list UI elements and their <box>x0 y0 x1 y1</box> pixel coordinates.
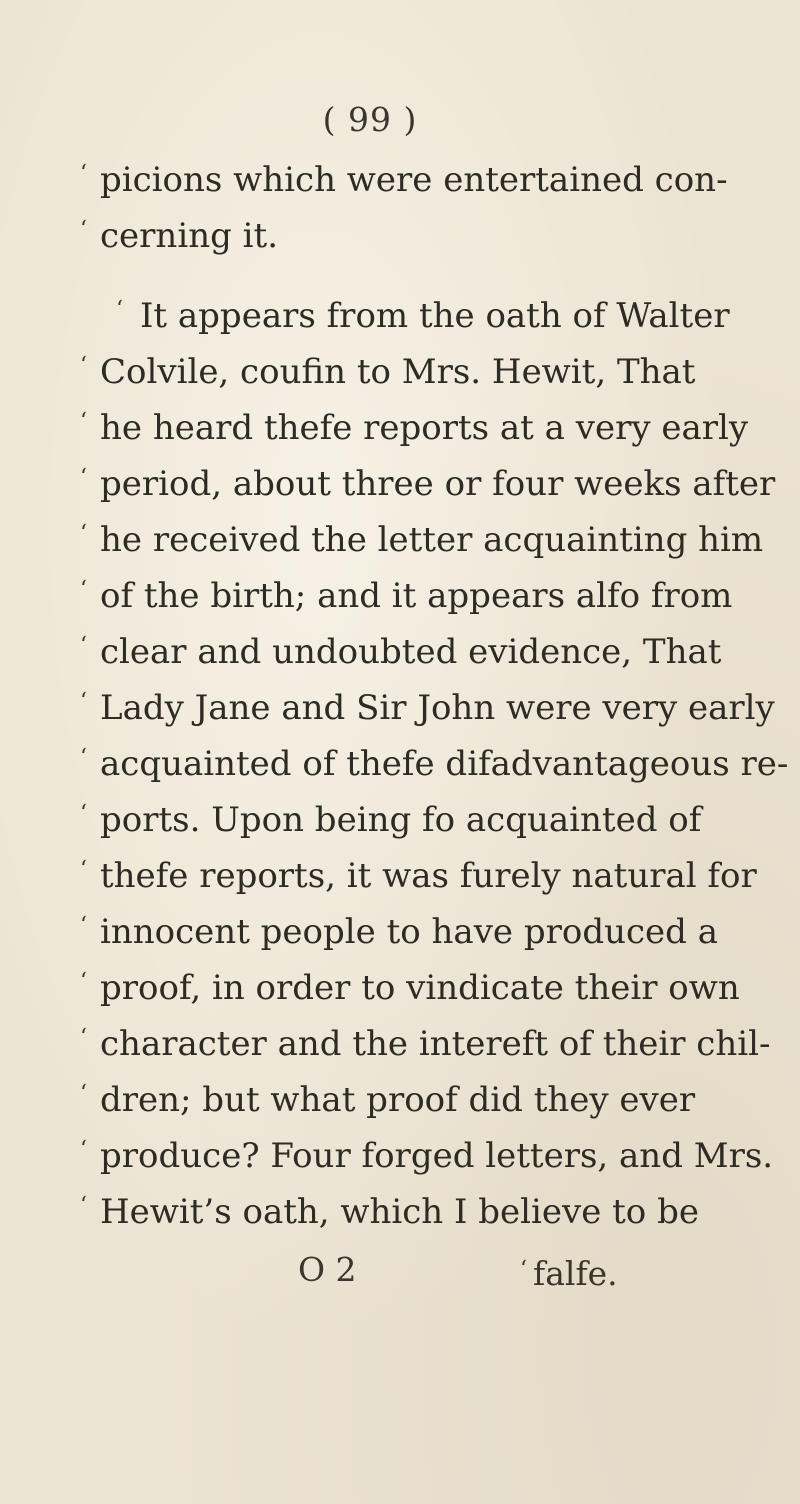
text-line <box>0 902 800 962</box>
quote-mark: ‘ <box>80 1137 87 1162</box>
line-text: character and the intereft of their chil- <box>100 1024 771 1064</box>
quote-mark: ‘ <box>80 353 87 378</box>
page-number: ( 99 ) <box>322 100 418 139</box>
quote-mark: ‘ <box>80 1081 87 1106</box>
catchword-text: falfe. <box>533 1254 618 1293</box>
line-text: proof, in order to vindicate their own <box>100 968 740 1008</box>
line-text: Colvile, coufin to Mrs. Hewit, That <box>100 352 696 392</box>
line-text: picions which were entertained con- <box>100 160 728 200</box>
text-line <box>0 1070 800 1130</box>
line-text: Hewit’s oath, which I believe to be <box>100 1192 699 1232</box>
quote-mark: ‘ <box>80 745 87 770</box>
text-line <box>0 846 800 906</box>
line-text: he received the letter acquainting him <box>100 520 764 560</box>
line-text: of the birth; and it appears alfo from <box>100 576 733 616</box>
text-line <box>0 1126 800 1186</box>
quote-mark: ‘ <box>116 297 123 322</box>
text-line <box>0 398 800 458</box>
line-text: acquainted of thefe difadvantageous re- <box>100 744 789 784</box>
text-line <box>0 206 800 266</box>
quote-mark: ‘ <box>80 633 87 658</box>
text-line <box>0 286 800 346</box>
quote-mark: ‘ <box>520 1257 527 1282</box>
text-line <box>0 958 800 1018</box>
quote-mark: ‘ <box>80 161 87 186</box>
line-text: thefe reports, it was furely natural for <box>100 856 757 896</box>
line-text: Lady Jane and Sir John were very early <box>100 688 775 728</box>
text-line <box>0 150 800 210</box>
text-line <box>0 510 800 570</box>
quote-mark: ‘ <box>80 577 87 602</box>
text-line <box>0 622 800 682</box>
line-text: cerning it. <box>100 216 279 256</box>
line-text: he heard thefe reports at a very early <box>100 408 749 448</box>
text-line <box>0 1182 800 1242</box>
text-line <box>0 790 800 850</box>
text-line <box>0 342 800 402</box>
text-line <box>0 454 800 514</box>
catchword <box>520 1240 618 1304</box>
quote-mark: ‘ <box>80 521 87 546</box>
text-line <box>0 734 800 794</box>
line-text: dren; but what proof did they ever <box>100 1080 696 1120</box>
quote-mark: ‘ <box>80 801 87 826</box>
quote-mark: ‘ <box>80 689 87 714</box>
quote-mark: ‘ <box>80 969 87 994</box>
line-text: It appears from the oath of Walter <box>140 296 730 336</box>
quote-mark: ‘ <box>80 857 87 882</box>
line-text: ports. Upon being fo acquainted of <box>100 800 702 840</box>
text-line <box>0 1014 800 1074</box>
text-line <box>0 678 800 738</box>
quote-mark: ‘ <box>80 913 87 938</box>
quote-mark: ‘ <box>80 217 87 242</box>
signature-line <box>0 1240 800 1300</box>
quote-mark: ‘ <box>80 1193 87 1218</box>
text-line <box>0 566 800 626</box>
quote-mark: ‘ <box>80 1025 87 1050</box>
quote-mark: ‘ <box>80 465 87 490</box>
line-text: innocent people to have produced a <box>100 912 718 952</box>
line-text: produce? Four forged letters, and Mrs. <box>100 1136 774 1176</box>
line-text: clear and undoubted evidence, That <box>100 632 722 672</box>
quote-mark: ‘ <box>80 409 87 434</box>
signature-mark: O 2 <box>298 1250 357 1289</box>
line-text: period, about three or four weeks after <box>100 464 776 504</box>
